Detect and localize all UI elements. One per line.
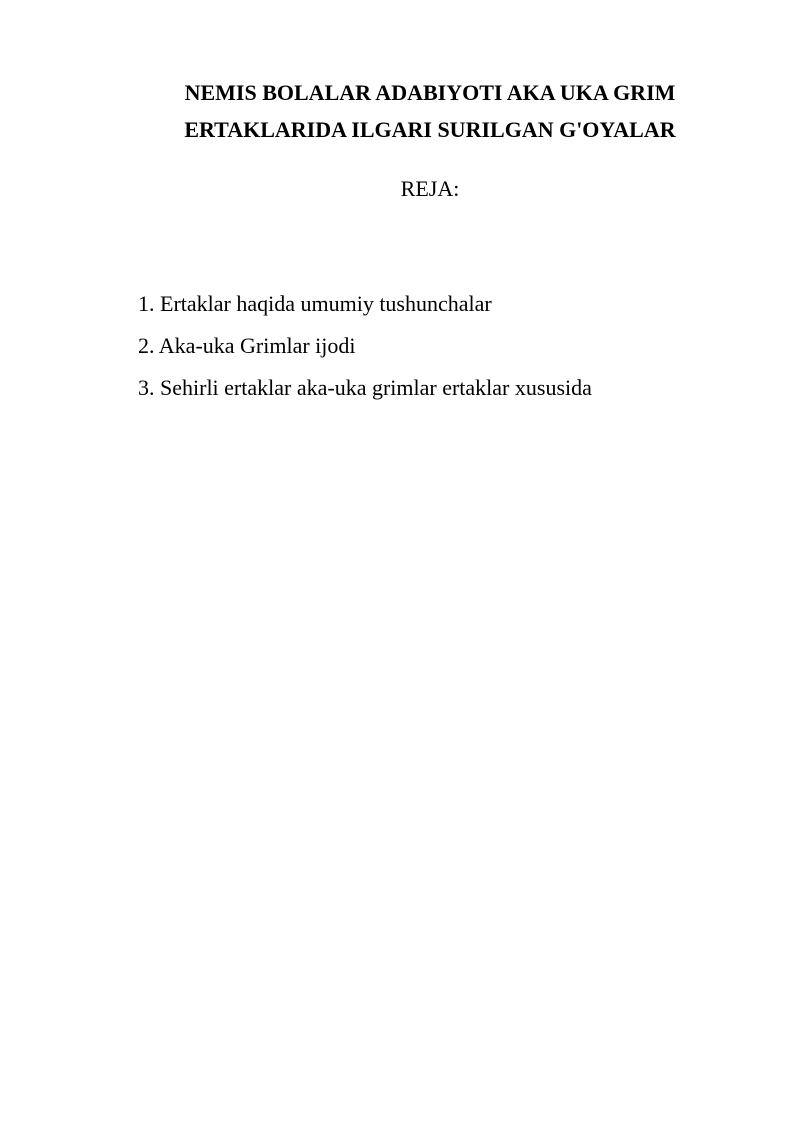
plan-heading: REJA: <box>400 176 460 201</box>
plan-item-2: 2. Aka-uka Grimlar ijodi <box>138 333 356 358</box>
title-line-2: ERTAKLARIDA ILGARI SURILGAN G'OYALAR <box>184 117 676 142</box>
document-title <box>120 74 740 148</box>
plan-list <box>138 283 592 409</box>
title-line-1: NEMIS BOLALAR ADABIYOTI AKA UKA GRIM <box>184 80 676 105</box>
plan-item-1: 1. Ertaklar haqida umumiy tushunchalar <box>138 291 492 316</box>
plan-item-3: 3. Sehirli ertaklar aka-uka grimlar ertaklar xususida <box>138 375 592 400</box>
